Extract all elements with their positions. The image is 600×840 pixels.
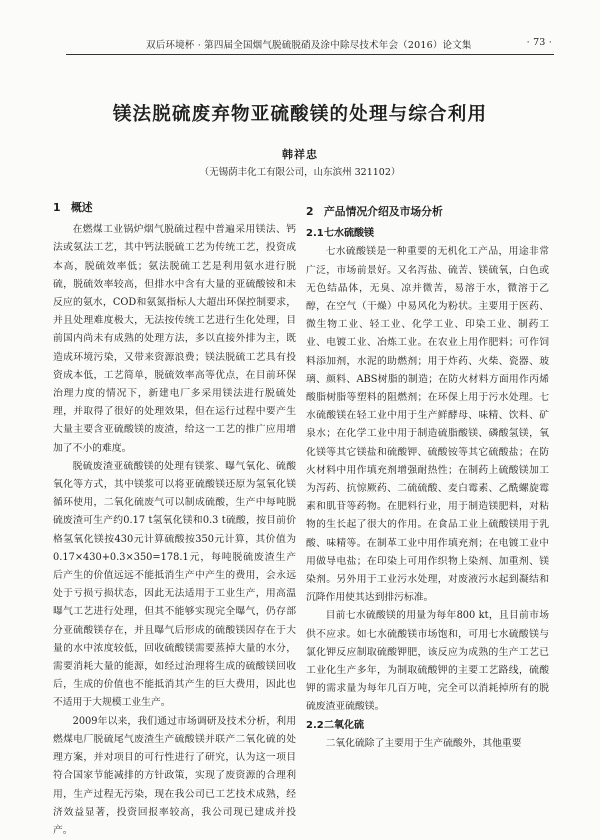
journal-series: 双后环境杯 · 第四届全国烟气脱硫脱硝及涂中除尽技术年会（2016）论文集	[146, 40, 472, 51]
paragraph-overview: 在燃煤工业锅炉烟气脱硫过程中普遍采用镁法、钙法或氨法工艺，其中钙法脱硫工艺为传统工艺，投资成本高，脱硫效率低；氨法脱硫工艺是利用氨水进行脱硫，脱硫效率较高，但排水中含有大量的亚硫酸铵和未反应的氨水，COD和氨氮指标人大超出环保控制要求，并且处理难度极大，无法按传统工艺进行生化处理，目前国内尚未有成熟的处理方法，多以直接外排为主，既造成环境污染，又带来资源浪费；镁法脱硫工艺具有投资成本低，工艺简单，脱硫效率高等优点，在目前环保治理力度的情况下，新建电厂多采用镁法进行脱硫处理，并取得了很好的处理效果，但在运行过程中要产生大量主要含亚硫酸镁的废渣，给这一工艺的推广应用增加了不小的难度。	[53, 224, 296, 454]
section-heading-2: 2 产品情况介绍及市场分析	[306, 205, 443, 218]
section-heading-1: 1 概述	[53, 201, 93, 214]
subsection-heading-2-2: 2.2二氧化硫	[306, 719, 364, 731]
left-column	[53, 197, 296, 836]
paper-title: 镁法脱硫废弃物亚硫酸镁的处理与综合利用	[112, 104, 488, 125]
paragraph-market-demand: 目前七水硫酸镁的用量为每年800 kt，且目前市场供不应求。如七水硫酸镁市场饱和，可用七水硫酸镁与氯化钾反应制取硫酸钾肥，该反应为成熟的生产工艺已工业化生产多年，为制取硫酸钾的主要工艺路线，硫酸钾的需求量为每年几百万吨，完全可以消耗掉所有的脱硫废渣亚硫酸镁。	[306, 610, 549, 713]
paragraph-sulfur-dioxide: 二氧化硫除了主要用于生产硫酸外，其他重要	[325, 737, 522, 749]
paragraph-treatment-methods: 脱硫废渣亚硫酸镁的处理有镁浆、曝气氧化、硫酸氧化等方式，其中镁浆可以将亚硫酸镁还原为氢氧化镁循环使用，二氧化硫废气可以制成硫酸，生产中每吨脱硫废渣可生产约0.17 t氢氧化镁和0.3 t硫酸，按目前价格氢氧化镁按430元计算硫酸按350元计算，其价值为0.17×430+0.3×350=178.1元，每吨脱硫废渣生产后产生的价值远远不能抵消生产中产生的费用，会永远处于亏损亏损状态，因此无法适用于工业生产，用高温曝气工艺进行处理，但其不能够实现完全曝气，仍存部分亚硫酸镁存在，并且曝气后形成的硫酸镁因存在于大量的水中浓度较低，回收硫酸镁需要蒸掉大量的水分，需要消耗大量的能源，如经过治理将生成的硫酸镁回收后，生成的价值也不能抵消其产生的巨大费用，因此也不适用于大规模工业生产。	[53, 460, 296, 709]
author-affiliation: （无锡荫丰化工有限公司，山东滨州 321102）	[199, 167, 401, 178]
right-column	[306, 197, 549, 782]
page-number: · 73 ·	[526, 37, 552, 48]
author-name: 韩祥忠	[282, 148, 318, 161]
subsection-heading-2-1: 2.1七水硫酸镁	[306, 228, 374, 240]
paragraph-magnesium-sulfate: 七水硫酸镁是一种重要的无机化工产品，用途非常广泛，市场前景好。又名泻盐、硫苦、镁硫氧，白色或无色结晶体，无臭、凉并微苦，易溶于水，微溶于乙醇，在空气（干燥）中易风化为粉状。主要用于医药、微生物工业、轻工业、化学工业、印染工业、制药工业、电镀工业、冶炼工业。在农业上用作肥料；可作饲料添加剂，水泥的助燃剂；用于炸药、火柴、瓷器、玻璃、颜料、ABS树脂的制造；在防火材料方面用作丙烯酸脂树脂等塑料的阻燃剂；在环保上用于污水处理。七水硫酸镁在轻工业中用于生产鲜酵母、味精、饮料、矿泉水；在化学工业中用于制造硫脂酸镁、磷酸氢镁，氧化镁等其它镁盐和硫酸钾、硫酸铵等其它硫酸盐；在防火材料中用作填充剂增强耐热性；在制药上硫酸镁加工为泻药、抗惊厥药、二硫硫酸、麦白霉素、乙酰螺旋霉素和肌苷等药物。在肥料行业，用于制造镁肥料，对粘物的生长起了很大的作用。在食品工业上硫酸镁用于乳酸、味精等。在制革工业中用作填充剂；在电镀工业中用做导电盐；在印染上可用作织物上染剂、加重剂、镁染剂。另外用于工业污水处理，对废液污水起到凝结和沉降作用使其达到排污标准。	[306, 246, 549, 604]
header-rule	[66, 54, 554, 55]
paragraph-project-start: 2009年以来，我们通过市场调研及技术分析，利用燃煤电厂脱硫尾气废渣生产硫酸镁并联产二氧化硫的处理方案，并对项目的可行性进行了研究，认为这一项目符合国家节能减排的方针政策，实现了废资源的合理利用，生产过程无污染，现在我公司已工艺技术成熟，经济效益显著，投资回报率较高，我公司现已建成并投产。	[53, 715, 296, 836]
